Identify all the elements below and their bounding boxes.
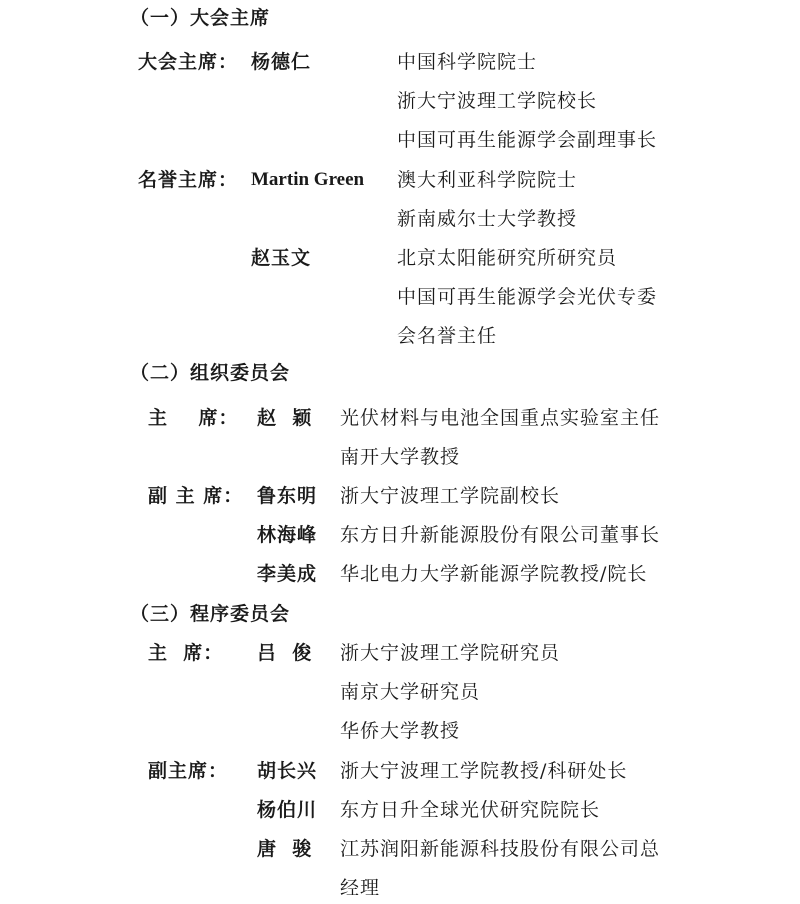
person-name: 杨德仁: [251, 51, 312, 73]
person-title: 浙大宁波理工学院校长: [397, 90, 598, 112]
person-title: 华侨大学教授: [340, 720, 461, 742]
role-label: 副 主 席：: [148, 485, 244, 507]
person-name: 林海峰: [257, 524, 318, 546]
person-title: 新南威尔士大学教授: [397, 208, 578, 230]
person-title: 光伏材料与电池全国重点实验室主任: [340, 407, 661, 429]
person-name: Martin Green: [251, 169, 365, 190]
person-name: 胡长兴: [257, 760, 318, 782]
person-title: 浙大宁波理工学院教授/科研处长: [340, 760, 628, 782]
person-title: 澳大利亚科学院院士: [397, 169, 578, 191]
person-name: 吕 俊: [257, 642, 313, 664]
section-heading: （二）组织委员会: [130, 362, 291, 384]
role-label: 主 席：: [148, 407, 239, 429]
role-label: 主 席：: [148, 642, 224, 664]
person-title: 江苏润阳新能源科技股份有限公司总: [340, 838, 661, 860]
person-name: 李美成: [257, 563, 318, 585]
role-label: 大会主席：: [138, 51, 239, 73]
person-title: 会名誉主任: [397, 325, 498, 347]
person-title: 中国可再生能源学会光伏专委: [397, 286, 658, 308]
person-title: 东方日升全球光伏研究院院长: [340, 799, 601, 821]
person-name: 赵玉文: [251, 247, 312, 269]
person-title: 华北电力大学新能源学院教授/院长: [340, 563, 648, 585]
person-title: 南京大学研究员: [340, 681, 481, 703]
section-heading: （一）大会主席: [130, 7, 271, 29]
person-title: 浙大宁波理工学院研究员: [340, 642, 561, 664]
role-label: 名誉主席：: [138, 169, 239, 191]
person-title: 南开大学教授: [340, 446, 461, 468]
person-title: 北京太阳能研究所研究员: [397, 247, 618, 269]
person-title: 中国可再生能源学会副理事长: [397, 129, 658, 151]
person-title: 经理: [340, 877, 381, 899]
person-title: 中国科学院院士: [397, 51, 538, 73]
person-title: 东方日升新能源股份有限公司董事长: [340, 524, 661, 546]
role-label: 副主席：: [148, 760, 229, 782]
person-name: 赵 颖: [257, 407, 313, 429]
person-name: 杨伯川: [257, 799, 318, 821]
person-name: 鲁东明: [257, 485, 318, 507]
person-title: 浙大宁波理工学院副校长: [340, 485, 561, 507]
section-heading: （三）程序委员会: [130, 603, 291, 625]
person-name: 唐 骏: [257, 838, 313, 860]
